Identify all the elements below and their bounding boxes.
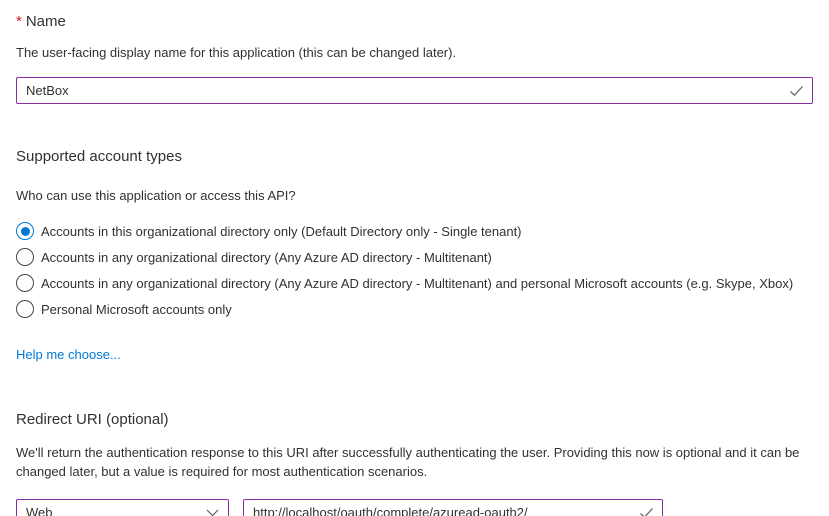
redirect-uri-description: We'll return the authentication response to this URI after successfully authenticating the user. Providing this now is optional and it can be changed later, but a value is required for most authentication scenarios. — [16, 445, 800, 479]
account-type-options — [16, 218, 813, 322]
help-me-choose-link[interactable]: Help me choose... — [16, 347, 121, 362]
redirect-uri-row — [16, 499, 813, 516]
required-asterisk: * — [16, 13, 22, 30]
radio-icon[interactable] — [16, 222, 34, 240]
account-type-option-label: Accounts in any organizational directory (Any Azure AD directory - Multitenant) — [41, 249, 492, 265]
name-field — [16, 77, 813, 104]
name-title-text: Name — [25, 13, 66, 30]
platform-select-value: Web — [26, 505, 53, 516]
account-type-option-single-tenant[interactable] — [16, 218, 813, 244]
radio-icon[interactable] — [16, 300, 34, 318]
account-types-question: Who can use this application or access this API? — [16, 188, 296, 203]
chevron-down-icon — [206, 509, 219, 516]
account-type-option-label: Personal Microsoft accounts only — [41, 301, 232, 317]
name-section-title — [16, 12, 813, 32]
platform-select[interactable] — [16, 499, 229, 516]
supported-account-types-title: Supported account types — [16, 148, 182, 165]
radio-icon[interactable] — [16, 248, 34, 266]
account-type-option-label: Accounts in this organizational directory only (Default Directory only - Single tenant) — [41, 223, 522, 239]
account-type-option-label: Accounts in any organizational directory (Any Azure AD directory - Multitenant) and personal Microsoft accounts (e.g. Skype, Xbox) — [41, 275, 794, 291]
account-type-option-multitenant[interactable] — [16, 244, 813, 270]
redirect-uri-input[interactable] — [243, 499, 663, 516]
redirect-uri-field — [243, 499, 663, 516]
radio-icon[interactable] — [16, 274, 34, 292]
name-description: The user-facing display name for this application (this can be changed later). — [16, 45, 457, 60]
redirect-uri-title: Redirect URI (optional) — [16, 411, 169, 428]
account-type-option-multitenant-personal[interactable] — [16, 270, 813, 296]
name-input[interactable] — [16, 77, 813, 104]
account-type-option-personal-only[interactable] — [16, 296, 813, 322]
